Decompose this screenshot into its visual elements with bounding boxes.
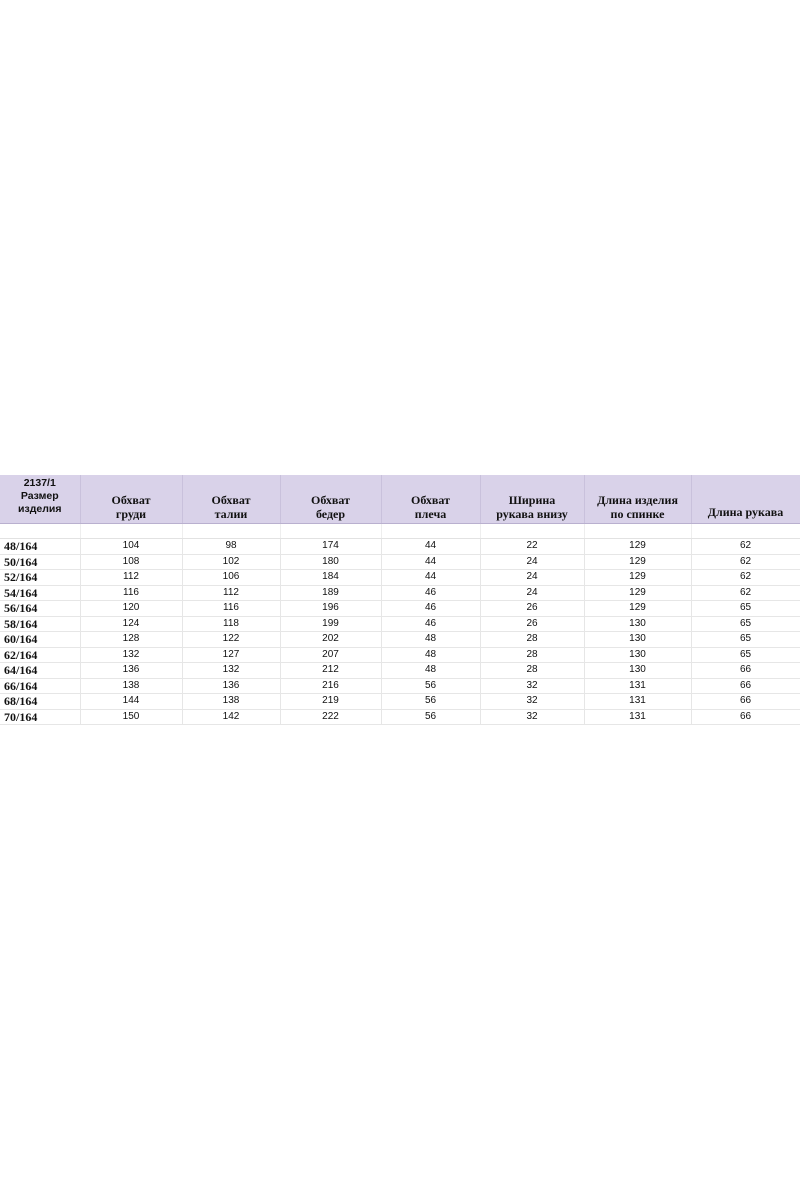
- measurement-cell: 56: [381, 678, 480, 694]
- measurement-cell: 62: [691, 554, 800, 570]
- measurement-cell: 98: [182, 539, 280, 555]
- measurement-cell: 44: [381, 570, 480, 586]
- size-cell: 62/164: [0, 647, 80, 663]
- header-size: 2137/1 Размер изделия: [0, 475, 80, 524]
- measurement-cell: 22: [480, 539, 584, 555]
- size-cell: 64/164: [0, 663, 80, 679]
- measurement-cell: 66: [691, 663, 800, 679]
- size-cell: 60/164: [0, 632, 80, 648]
- measurement-cell: 116: [182, 601, 280, 617]
- measurement-cell: 65: [691, 601, 800, 617]
- size-cell: 56/164: [0, 601, 80, 617]
- table-row: [0, 663, 800, 679]
- measurement-cell: 56: [381, 709, 480, 725]
- measurement-cell: 127: [182, 647, 280, 663]
- header-shoulder: Обхват плеча: [381, 475, 480, 524]
- table-row: [0, 632, 800, 648]
- measurement-cell: 216: [280, 678, 381, 694]
- measurement-cell: 129: [584, 554, 691, 570]
- measurement-cell: 24: [480, 570, 584, 586]
- header-hips: Обхват бедер: [280, 475, 381, 524]
- table-row: [0, 694, 800, 710]
- measurement-cell: 124: [80, 616, 182, 632]
- measurement-cell: 28: [480, 663, 584, 679]
- header-sleeve-length: Длина рукава: [691, 475, 800, 524]
- measurement-cell: 129: [584, 601, 691, 617]
- header-row: [0, 475, 800, 524]
- measurement-cell: 118: [182, 616, 280, 632]
- measurement-cell: 202: [280, 632, 381, 648]
- measurement-cell: 150: [80, 709, 182, 725]
- measurement-cell: 104: [80, 539, 182, 555]
- measurement-cell: 32: [480, 678, 584, 694]
- size-chart: [0, 475, 800, 725]
- measurement-cell: 116: [80, 585, 182, 601]
- size-cell: 68/164: [0, 694, 80, 710]
- measurement-cell: 106: [182, 570, 280, 586]
- measurement-cell: 138: [80, 678, 182, 694]
- header-chest: Обхват груди: [80, 475, 182, 524]
- measurement-cell: 131: [584, 709, 691, 725]
- measurement-cell: 212: [280, 663, 381, 679]
- table-row: [0, 601, 800, 617]
- measurement-cell: 48: [381, 663, 480, 679]
- size-cell: 70/164: [0, 709, 80, 725]
- measurement-cell: 62: [691, 539, 800, 555]
- measurement-cell: 207: [280, 647, 381, 663]
- measurement-cell: 129: [584, 539, 691, 555]
- measurement-cell: 28: [480, 647, 584, 663]
- measurement-cell: 32: [480, 709, 584, 725]
- table-row: [0, 570, 800, 586]
- measurement-cell: 26: [480, 616, 584, 632]
- measurement-cell: 199: [280, 616, 381, 632]
- table-row: [0, 616, 800, 632]
- size-cell: 66/164: [0, 678, 80, 694]
- measurement-cell: 136: [80, 663, 182, 679]
- measurement-cell: 219: [280, 694, 381, 710]
- measurement-cell: 46: [381, 585, 480, 601]
- measurement-cell: 44: [381, 539, 480, 555]
- measurement-cell: 66: [691, 678, 800, 694]
- size-cell: 50/164: [0, 554, 80, 570]
- measurement-cell: 46: [381, 616, 480, 632]
- measurement-cell: 102: [182, 554, 280, 570]
- table-row: [0, 554, 800, 570]
- measurement-cell: 129: [584, 585, 691, 601]
- header-back-length: Длина изделия по спинке: [584, 475, 691, 524]
- size-cell: 58/164: [0, 616, 80, 632]
- measurement-cell: 144: [80, 694, 182, 710]
- measurement-cell: 62: [691, 570, 800, 586]
- measurement-cell: 122: [182, 632, 280, 648]
- measurement-cell: 46: [381, 601, 480, 617]
- spacer-row: [0, 524, 800, 539]
- measurement-cell: 130: [584, 647, 691, 663]
- measurement-cell: 26: [480, 601, 584, 617]
- measurement-cell: 184: [280, 570, 381, 586]
- measurement-cell: 112: [182, 585, 280, 601]
- measurement-cell: 130: [584, 632, 691, 648]
- measurement-cell: 130: [584, 616, 691, 632]
- measurement-cell: 65: [691, 632, 800, 648]
- header-sleeve-width: Ширина рукава внизу: [480, 475, 584, 524]
- table-body: [0, 539, 800, 725]
- measurement-cell: 44: [381, 554, 480, 570]
- size-table: [0, 475, 800, 725]
- measurement-cell: 130: [584, 663, 691, 679]
- measurement-cell: 222: [280, 709, 381, 725]
- measurement-cell: 65: [691, 616, 800, 632]
- size-cell: 54/164: [0, 585, 80, 601]
- measurement-cell: 180: [280, 554, 381, 570]
- measurement-cell: 112: [80, 570, 182, 586]
- header-waist: Обхват талии: [182, 475, 280, 524]
- measurement-cell: 189: [280, 585, 381, 601]
- table-row: [0, 539, 800, 555]
- measurement-cell: 132: [182, 663, 280, 679]
- measurement-cell: 120: [80, 601, 182, 617]
- measurement-cell: 66: [691, 694, 800, 710]
- measurement-cell: 142: [182, 709, 280, 725]
- measurement-cell: 48: [381, 632, 480, 648]
- measurement-cell: 28: [480, 632, 584, 648]
- size-cell: 52/164: [0, 570, 80, 586]
- measurement-cell: 132: [80, 647, 182, 663]
- table-row: [0, 678, 800, 694]
- measurement-cell: 196: [280, 601, 381, 617]
- measurement-cell: 174: [280, 539, 381, 555]
- measurement-cell: 62: [691, 585, 800, 601]
- measurement-cell: 24: [480, 585, 584, 601]
- size-cell: 48/164: [0, 539, 80, 555]
- measurement-cell: 136: [182, 678, 280, 694]
- measurement-cell: 131: [584, 694, 691, 710]
- table-row: [0, 647, 800, 663]
- measurement-cell: 108: [80, 554, 182, 570]
- table-row: [0, 709, 800, 725]
- model-number: 2137/1: [23, 477, 56, 489]
- measurement-cell: 65: [691, 647, 800, 663]
- measurement-cell: 66: [691, 709, 800, 725]
- measurement-cell: 24: [480, 554, 584, 570]
- measurement-cell: 56: [381, 694, 480, 710]
- measurement-cell: 48: [381, 647, 480, 663]
- measurement-cell: 138: [182, 694, 280, 710]
- table-row: [0, 585, 800, 601]
- measurement-cell: 131: [584, 678, 691, 694]
- measurement-cell: 32: [480, 694, 584, 710]
- measurement-cell: 128: [80, 632, 182, 648]
- measurement-cell: 129: [584, 570, 691, 586]
